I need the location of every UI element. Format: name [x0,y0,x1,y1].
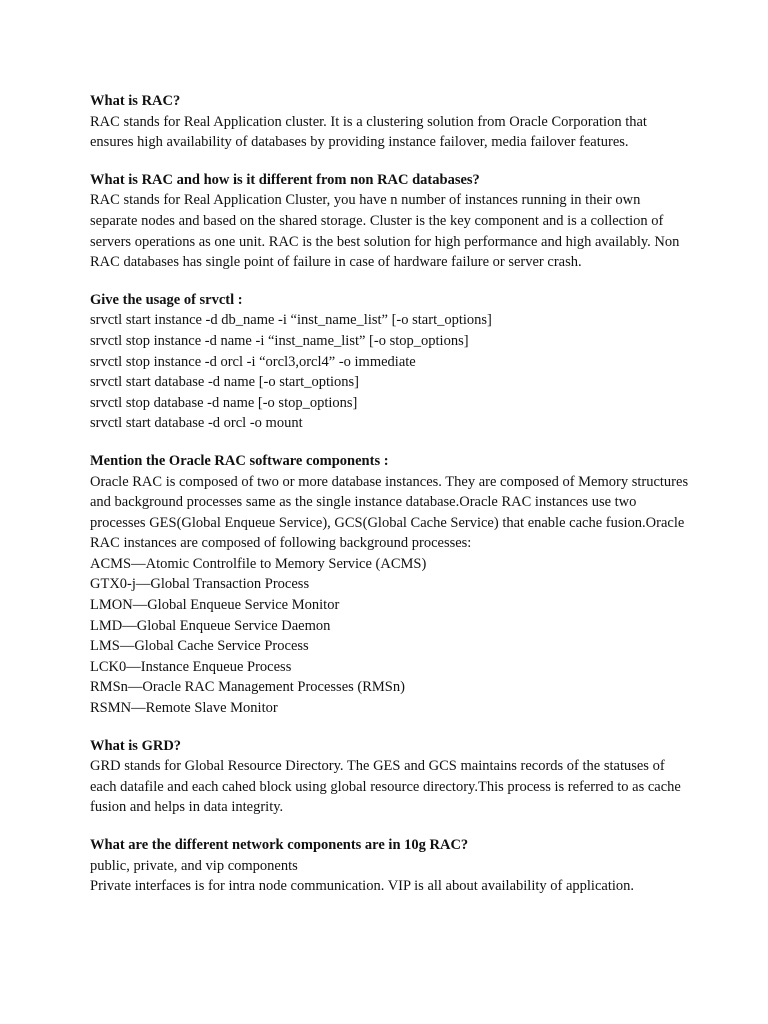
command-line: srvctl stop instance -d orcl -i “orcl3,orcl4” -o immediate [90,353,416,370]
section-heading: Mention the Oracle RAC software components : [90,452,389,469]
section-paragraph: RAC stands for Real Application Cluster, you have n number of instances running in their own separate nodes and based on the shared storage. Cluster is the key component and is a collection of servers operations as one unit. RAC is the best solution for high performance and high availably. Non RAC databases has single point of failure in case of hardware failure or server crash. [90,192,680,271]
component-line: ACMS—Atomic Controlfile to Memory Service (ACMS) [90,555,427,572]
section-heading: What is RAC and how is it different from non RAC databases? [90,171,480,188]
component-line: LMD—Global Enqueue Service Daemon [90,617,331,634]
component-line: LMS—Global Cache Service Process [90,638,309,655]
component-line: LCK0—Instance Enqueue Process [90,658,292,675]
command-line: srvctl stop database -d name [-o stop_options] [90,394,358,411]
section-network-components [90,835,690,897]
section-rac-components [90,451,690,719]
component-line: LMON—Global Enqueue Service Monitor [90,597,340,614]
component-line: GTX0-j—Global Transaction Process [90,576,310,593]
component-line: RSMN—Remote Slave Monitor [90,700,278,717]
section-paragraph: RAC stands for Real Application cluster. It is a clustering solution from Oracle Corporation that ensures high availability of databases by providing instance failover, media failover features. [90,113,647,151]
answer-line: public, private, and vip components [90,857,298,874]
section-paragraph: GRD stands for Global Resource Directory. The GES and GCS maintains records of the statuses of each datafile and each cahed block using global resource directory.This process is referred to as cache fusion and helps in data integrity. [90,758,681,816]
section-heading: What is RAC? [90,93,181,109]
section-heading: What is GRD? [90,737,182,754]
section-what-is-grd [90,736,690,818]
section-rac-vs-non-rac [90,170,690,273]
command-line: srvctl start database -d name [-o start_options] [90,374,359,391]
component-line: RMSn—Oracle RAC Management Processes (RMSn) [90,679,405,696]
command-line: srvctl stop instance -d name -i “inst_name_list” [-o stop_options] [90,332,469,349]
section-srvctl-usage [90,290,690,434]
section-what-is-rac [90,91,690,153]
section-heading: What are the different network components are in 10g RAC? [90,837,469,853]
section-heading: Give the usage of srvctl : [90,291,243,308]
document-page [90,91,690,914]
answer-line: Private interfaces is for intra node communication. VIP is all about availability of application. [90,878,635,895]
section-paragraph: Oracle RAC is composed of two or more database instances. They are composed of Memory structures and background processes same as the single instance database.Oracle RAC instances use two processes GES(Global Enqueue Service), GCS(Global Cache Service) that enable cache fusion.Oracle RAC instances are composed of following background processes: [90,473,689,552]
command-line: srvctl start database -d orcl -o mount [90,415,303,432]
command-line: srvctl start instance -d db_name -i “inst_name_list” [-o start_options] [90,312,492,329]
